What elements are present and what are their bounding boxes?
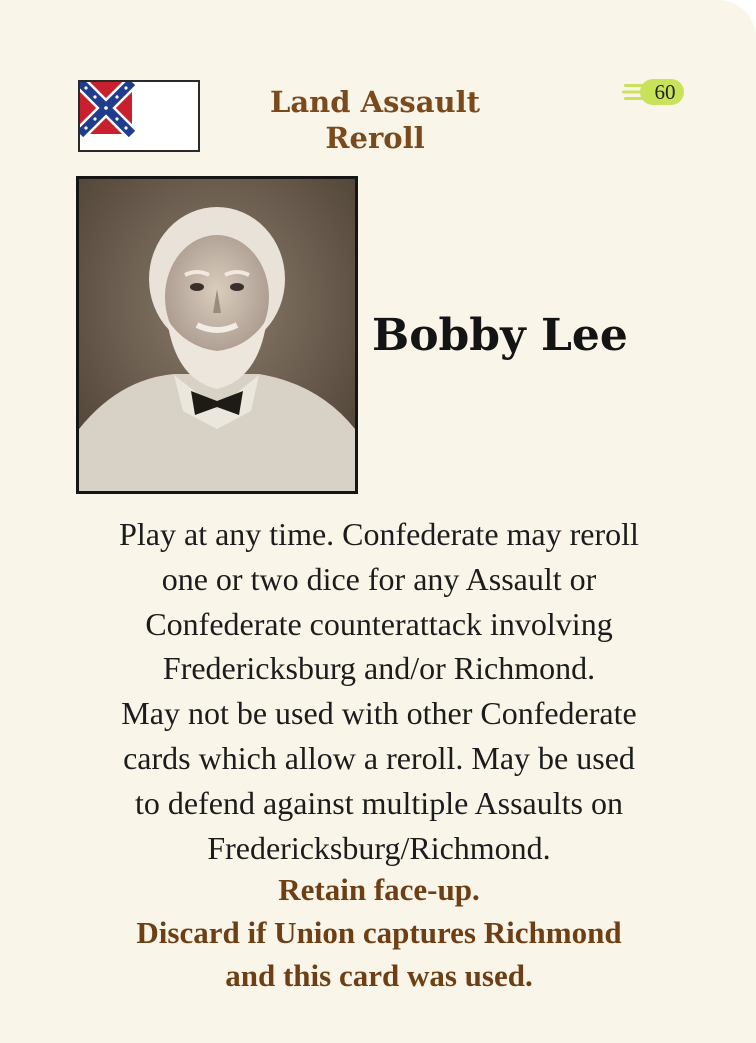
- card-number: 60: [654, 80, 676, 104]
- card-title-line-1: Land Assault: [269, 85, 481, 119]
- card-name: Bobby Lee: [372, 310, 628, 361]
- card-title-line-2: Reroll: [325, 121, 425, 155]
- rules-line: Fredericksburg and/or Richmond.: [162, 650, 596, 687]
- rules-line: Fredericksburg/Richmond.: [207, 829, 551, 866]
- card-number-badge: [622, 76, 686, 108]
- card-title: [230, 84, 520, 156]
- retention-line: Retain face-up.: [278, 872, 480, 907]
- rules-line: Play at any time. Confederate may reroll: [119, 516, 639, 552]
- card-retention-text: [74, 868, 684, 997]
- confederate-flag-icon: [78, 80, 200, 152]
- rules-line: to defend against multiple Assaults on: [135, 784, 623, 821]
- retention-line: and this card was used.: [225, 958, 533, 993]
- rules-line: one or two dice for any Assault or: [161, 560, 597, 597]
- rules-line: Confederate counterattack involving: [145, 605, 613, 642]
- rules-line: May not be used with other Confederate: [121, 695, 637, 732]
- portrait-image: [76, 176, 358, 494]
- card-rules-text: [74, 512, 684, 870]
- retention-line: Discard if Union captures Richmond: [136, 915, 622, 950]
- rules-line: cards which allow a reroll. May be used: [123, 739, 635, 776]
